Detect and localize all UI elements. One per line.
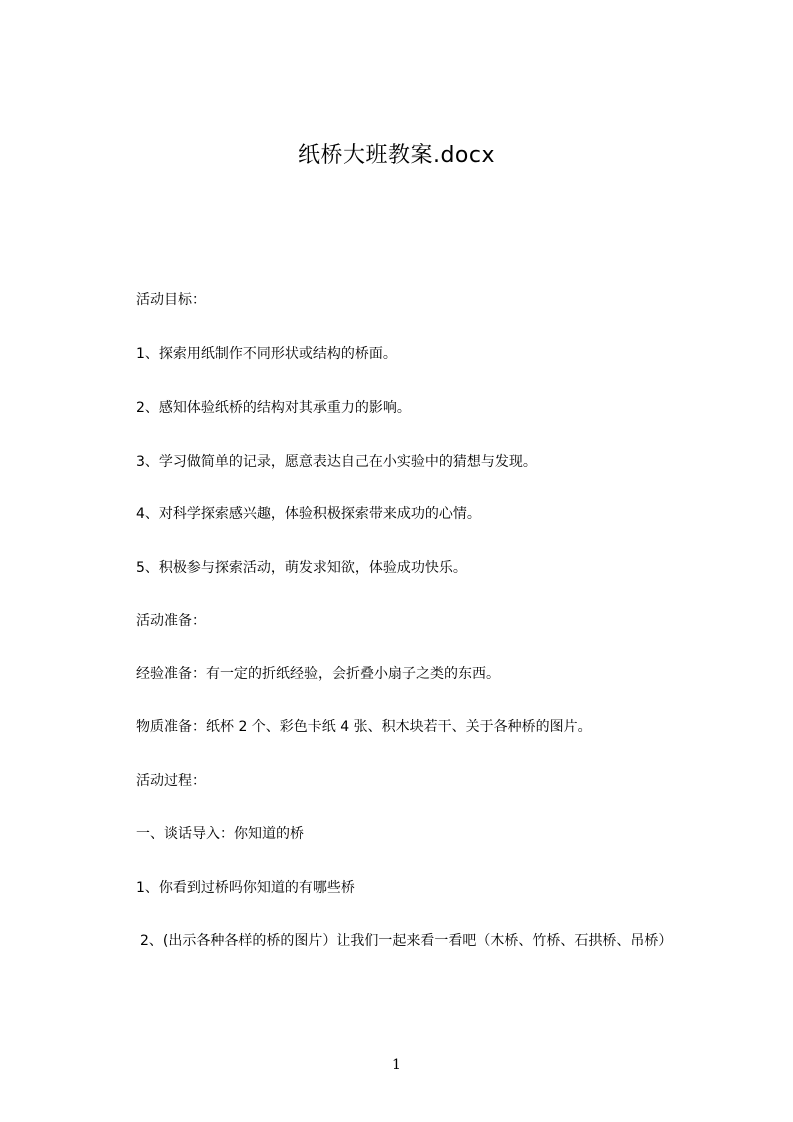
paragraph-goal-1: 1、探索用纸制作不同形状或结构的桥面。 (136, 346, 397, 362)
paragraph-section-1-heading: 一、谈话导入：你知道的桥 (136, 826, 304, 842)
paragraph-activity-goals-heading: 活动目标： (136, 292, 206, 308)
paragraph-goal-2: 2、感知体验纸桥的结构对其承重力的影响。 (136, 400, 411, 416)
paragraph-step-2 (104, 929, 704, 953)
paragraph-step-1: 1、你看到过桥吗你知道的有哪些桥 (136, 880, 355, 896)
page-number: 1 (392, 1057, 401, 1073)
paragraph-material-preparation: 物质准备：纸杯 2 个、彩色卡纸 4 张、积木块若干、关于各种桥的图片。 (136, 719, 592, 735)
paragraph-goal-4: 4、对科学探索感兴趣，体验积极探索带来成功的心情。 (136, 506, 481, 522)
paragraph-goal-3: 3、学习做简单的记录，愿意表达自己在小实验中的猜想与发现。 (136, 454, 537, 470)
paragraph-preparation-heading: 活动准备： (136, 613, 206, 629)
paragraph-experience-preparation: 经验准备：有一定的折纸经验，会折叠小扇子之类的东西。 (136, 666, 500, 682)
document-title: 纸桥大班教案.docx (297, 143, 496, 168)
paragraph-step-2-text: 2、(出示各种各样的桥的图片）让我们一起来看一看吧（木桥、竹桥、石拱桥、吊桥） (140, 933, 673, 949)
paragraph-goal-5: 5、积极参与探索活动，萌发求知欲，体验成功快乐。 (136, 560, 467, 576)
paragraph-process-heading: 活动过程： (136, 773, 206, 789)
